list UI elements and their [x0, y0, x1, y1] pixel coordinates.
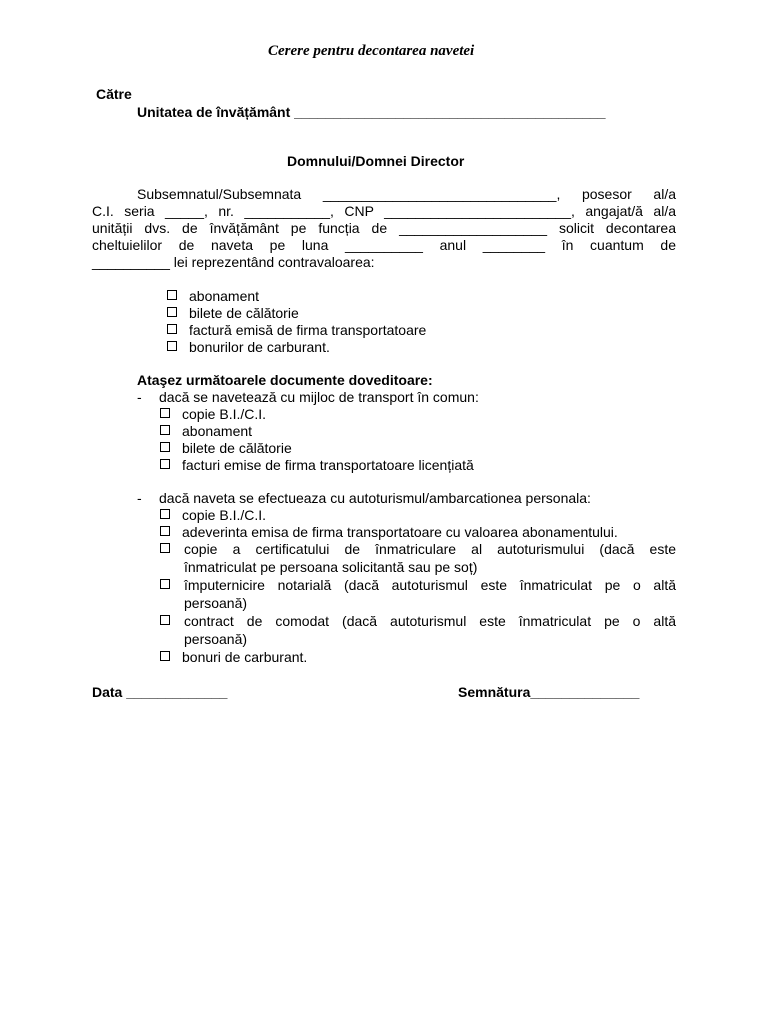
- condition-label: dacă naveta se efectueaza cu autoturismul/ambarcationea personala:: [159, 490, 591, 506]
- common-transport-condition: [137, 389, 479, 405]
- document-title: Cerere pentru decontarea navetei: [268, 43, 475, 59]
- empty-square-icon: [160, 425, 170, 435]
- empty-square-icon: [160, 577, 182, 593]
- option-item: [167, 305, 299, 321]
- empty-square-icon: [160, 651, 170, 661]
- document-item: [160, 649, 307, 665]
- date-field: Data _____________: [92, 684, 228, 700]
- option-item: [167, 339, 330, 355]
- item-label: bilete de călătorie: [182, 440, 292, 456]
- item-label: copie B.I./C.I.: [182, 507, 267, 523]
- option-label: factură emisă de firma transportatoare: [189, 322, 427, 338]
- option-label: bonurilor de carburant.: [189, 339, 330, 355]
- document-item: [160, 423, 252, 439]
- empty-square-icon: [160, 509, 170, 519]
- document-item-multiline: [184, 576, 676, 612]
- personal-vehicle-condition: [137, 490, 591, 506]
- empty-square-icon: [160, 408, 170, 418]
- option-label: abonament: [189, 288, 260, 304]
- empty-square-icon: [160, 442, 170, 452]
- item-label: abonament: [182, 423, 253, 439]
- paragraph-line: unității dvs. de învățământ pe funcția de ___________________ solicit decontarea: [92, 220, 676, 236]
- request-paragraph: [92, 186, 676, 271]
- empty-square-icon: [167, 341, 177, 351]
- paragraph-line: Subsemnatul/Subsemnata ______________________________, posesor al/a: [137, 186, 676, 202]
- signature-field: Semnătura______________: [458, 684, 640, 700]
- empty-square-icon: [160, 526, 170, 536]
- document-item: [160, 507, 266, 523]
- empty-square-icon: [167, 307, 177, 317]
- option-item: [167, 322, 426, 338]
- recipient-label: Către: [96, 86, 132, 102]
- document-item-multiline: [184, 540, 676, 576]
- paragraph-line: cheltuielilor de naveta pe luna __________ anul ________ în cuantum de: [92, 237, 676, 253]
- document-item: [160, 457, 474, 473]
- document-item: [160, 524, 618, 540]
- document-item: [160, 440, 292, 456]
- school-unit-line: Unitatea de învățământ ________________________________________: [137, 104, 606, 120]
- item-label: copie B.I./C.I.: [182, 406, 267, 422]
- item-label: împuternicire notarială (dacă autoturismul este înmatriculat pe o altă: [184, 577, 676, 593]
- item-label: persoană): [184, 595, 248, 611]
- item-label: contract de comodat (dacă autoturismul este înmatriculat pe o altă: [184, 613, 676, 629]
- paragraph-line: __________ lei reprezentând contravaloarea:: [92, 254, 375, 270]
- item-label: persoană): [184, 631, 248, 647]
- paragraph-line: C.I. seria _____, nr. ___________, CNP ________________________, angajat/ă al/a: [92, 203, 676, 219]
- document-item-multiline: [184, 612, 676, 648]
- dash-bullet: -: [137, 490, 142, 506]
- attachments-heading: Ataşez următoarele documente doveditoare:: [137, 372, 433, 388]
- item-label: copie a certificatului de înmatriculare al autoturismului (dacă este: [184, 541, 676, 557]
- dash-bullet: -: [137, 389, 142, 405]
- option-label: bilete de călătorie: [189, 305, 299, 321]
- empty-square-icon: [160, 459, 170, 469]
- empty-square-icon: [160, 613, 182, 629]
- item-label: facturi emise de firma transportatoare licențiată: [182, 457, 474, 473]
- option-item: [167, 288, 259, 304]
- item-label: bonuri de carburant.: [182, 649, 308, 665]
- item-label: înmatriculat pe persoana solicitantă sau pe soț): [184, 559, 478, 575]
- empty-square-icon: [160, 541, 182, 557]
- addressee: Domnului/Domnei Director: [287, 153, 465, 169]
- item-label: adeverinta emisa de firma transportatoare cu valoarea abonamentului.: [182, 524, 618, 540]
- empty-square-icon: [167, 290, 177, 300]
- condition-label: dacă se navetează cu mijloc de transport în comun:: [159, 389, 479, 405]
- document-item: [160, 406, 266, 422]
- empty-square-icon: [167, 324, 177, 334]
